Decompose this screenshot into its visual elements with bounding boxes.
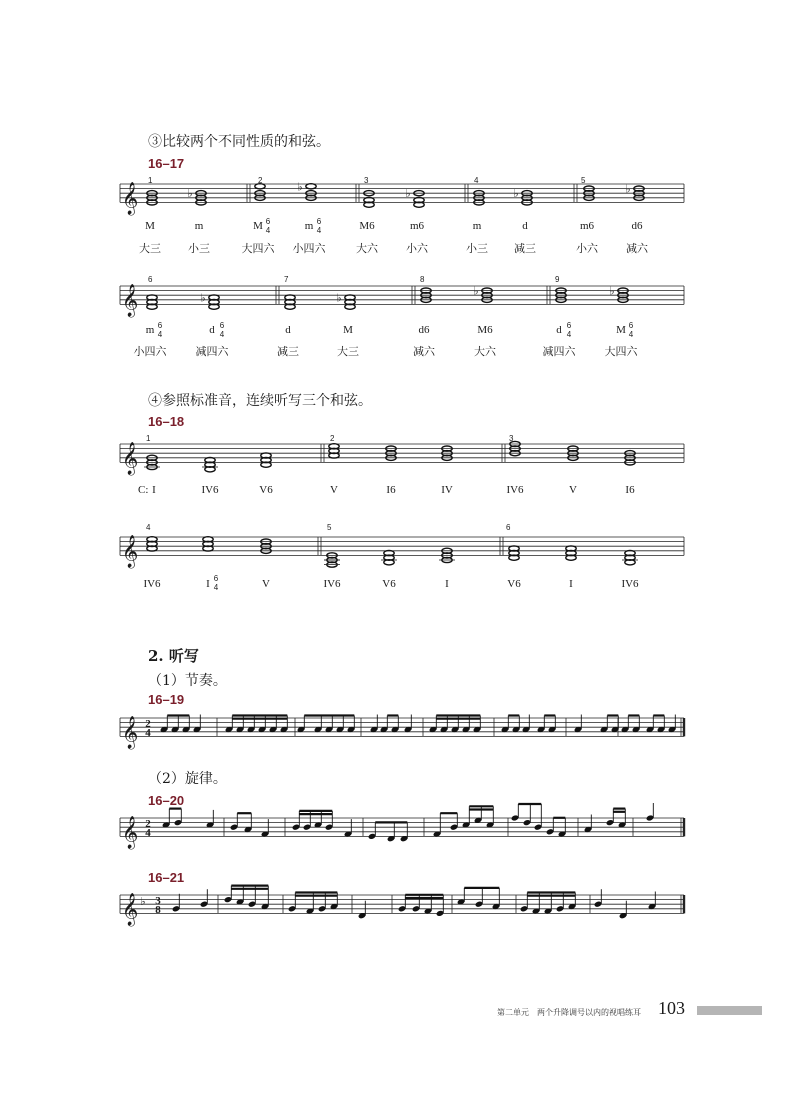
example-number-16-21: 16–21 (148, 870, 185, 885)
measure-number: 1 (148, 176, 153, 185)
flat-sign: ♭ (336, 292, 342, 305)
example-number-16-20: 16–20 (148, 793, 185, 808)
chord-inversion-sup: 6 (316, 217, 322, 226)
chord-name-chinese: 小四六 (133, 345, 167, 358)
chord-quality-label: m6 (409, 220, 425, 232)
chord-inversion-sub: 4 (219, 330, 225, 339)
chord-quality-label: M (145, 220, 155, 232)
time-signature-bottom: 8 (155, 904, 161, 916)
chord-quality-label: M (616, 324, 626, 336)
flat-sign: ♭ (187, 188, 193, 201)
roman-numeral-label: IV6 (201, 484, 219, 496)
chord-quality-label: d (209, 324, 215, 336)
chord-inversion-sub: 4 (265, 226, 271, 235)
chord-quality-label: M6 (477, 324, 493, 336)
roman-numeral-label: IV6 (506, 484, 524, 496)
chord-inversion-sub: 4 (213, 583, 219, 592)
chord-quality-label: M (253, 220, 263, 232)
chord-inversion-sub: 4 (628, 330, 634, 339)
measure-number: 3 (509, 434, 514, 443)
roman-numeral-label: IV6 (621, 578, 639, 590)
chord-quality-label: d (285, 324, 291, 336)
measure-number: 2 (330, 434, 335, 443)
chord-name-chinese: 减六 (413, 345, 435, 358)
treble-clef-icon: 𝄞 (121, 534, 139, 568)
roman-numeral-label: V (262, 578, 270, 590)
chord-quality-label: d (522, 220, 528, 232)
roman-numeral-label: IV6 (323, 578, 341, 590)
measure-number: 6 (506, 523, 511, 532)
time-signature-top: 3 (155, 895, 161, 907)
chord-name-chinese: 小三 (466, 242, 488, 255)
chord-quality-label: d6 (418, 324, 430, 336)
chord-inversion-sup: 6 (219, 321, 225, 330)
melody-heading: （2）旋律。 (148, 771, 227, 787)
measure-number: 9 (555, 275, 560, 284)
chord-name-chinese: 减三 (277, 345, 299, 358)
chord-name-chinese: 大四六 (241, 242, 275, 255)
time-signature-top: 2 (145, 718, 151, 730)
chord-name-chinese: 减四六 (195, 345, 229, 358)
rhythm-heading: （1）节奏。 (148, 673, 227, 689)
dictation-title: 2. 听写 (148, 647, 199, 665)
measure-number: 6 (148, 275, 153, 284)
chord-quality-label: m6 (579, 220, 595, 232)
flat-sign: ♭ (405, 188, 411, 201)
chord-quality-label: m (194, 220, 204, 232)
chord-inversion-sup: 6 (213, 574, 219, 583)
treble-clef-icon: 𝄞 (121, 283, 139, 317)
chord-quality-label: m (304, 220, 314, 232)
roman-numeral-label: IV (441, 484, 453, 496)
chord-quality-label: d6 (631, 220, 643, 232)
chord-name-chinese: 大四六 (604, 345, 638, 358)
chord-name-chinese: 减三 (514, 242, 536, 255)
roman-numeral-label: V (569, 484, 577, 496)
page-number: 103 (658, 998, 685, 1018)
chord-name-chinese: 减四六 (542, 345, 576, 358)
roman-numeral-label: I6 (625, 484, 635, 496)
roman-numeral-label: I (569, 578, 573, 590)
flat-sign: ♭ (473, 285, 479, 298)
chord-note (306, 184, 316, 189)
roman-numeral-label: V6 (382, 578, 396, 590)
time-signature-bottom: 4 (145, 727, 151, 739)
treble-clef-icon: 𝄞 (121, 715, 139, 749)
treble-clef-icon: 𝄞 (121, 815, 139, 849)
measure-number: 5 (327, 523, 332, 532)
chord-name-chinese: 小六 (576, 242, 598, 255)
chord-inversion-sup: 6 (265, 217, 271, 226)
example-number-16-19: 16–19 (148, 692, 185, 707)
chord-inversion-sub: 4 (157, 330, 163, 339)
example-number-16-18: 16–18 (148, 414, 185, 429)
measure-number: 1 (146, 434, 151, 443)
flat-sign: ♭ (297, 181, 303, 194)
chord-quality-label: m (472, 220, 482, 232)
chord-name-chinese: 小六 (406, 242, 428, 255)
measure-number: 8 (420, 275, 425, 284)
treble-clef-icon: 𝄞 (121, 892, 139, 926)
chord-name-chinese: 大六 (474, 345, 496, 358)
measure-number: 7 (284, 275, 289, 284)
chord-inversion-sub: 4 (566, 330, 572, 339)
chord-name-chinese: 大三 (139, 242, 161, 255)
key-label: C: (138, 484, 149, 496)
roman-numeral-label: I (206, 578, 210, 590)
roman-numeral-label: I (152, 484, 156, 496)
chord-name-chinese: 大六 (356, 242, 378, 255)
footer-chapter-text: 第二单元 两个升降调号以内的视唱练耳 (497, 1008, 641, 1017)
chord-name-chinese: 大三 (337, 345, 359, 358)
measure-number: 2 (258, 176, 263, 185)
chord-name-chinese: 小三 (188, 242, 210, 255)
example-number-16-17: 16–17 (148, 156, 185, 171)
section4-heading: ④参照标准音，连续听写三个和弦。 (148, 393, 372, 409)
chord-name-chinese: 减六 (626, 242, 648, 255)
measure-number: 3 (364, 176, 369, 185)
treble-clef-icon: 𝄞 (121, 441, 139, 475)
flat-sign: ♭ (609, 285, 615, 298)
roman-numeral-label: V6 (259, 484, 273, 496)
flat-sign: ♭ (625, 183, 631, 196)
roman-numeral-label: V (330, 484, 338, 496)
chord-inversion-sup: 6 (157, 321, 163, 330)
measure-number: 4 (146, 523, 151, 532)
chord-quality-label: M (343, 324, 353, 336)
chord-inversion-sub: 4 (316, 226, 322, 235)
footer-bar (697, 1006, 762, 1015)
treble-clef-icon: 𝄞 (121, 181, 139, 215)
chord-inversion-sup: 6 (628, 321, 634, 330)
chord-quality-label: d (556, 324, 562, 336)
section3-heading: ③比较两个不同性质的和弦。 (148, 134, 330, 150)
roman-numeral-label: IV6 (143, 578, 161, 590)
flat-sign: ♭ (513, 188, 519, 201)
measure-number: 5 (581, 176, 586, 185)
chord-name-chinese: 小四六 (292, 242, 326, 255)
time-signature-bottom: 4 (145, 827, 151, 839)
key-signature-flat-icon: ♭ (140, 896, 146, 908)
flat-sign: ♭ (200, 292, 206, 305)
time-signature-top: 2 (145, 818, 151, 830)
measure-number: 4 (474, 176, 479, 185)
roman-numeral-label: I (445, 578, 449, 590)
chord-quality-label: M6 (359, 220, 375, 232)
roman-numeral-label: I6 (386, 484, 396, 496)
chord-inversion-sup: 6 (566, 321, 572, 330)
chord-quality-label: m (145, 324, 155, 336)
roman-numeral-label: V6 (507, 578, 521, 590)
